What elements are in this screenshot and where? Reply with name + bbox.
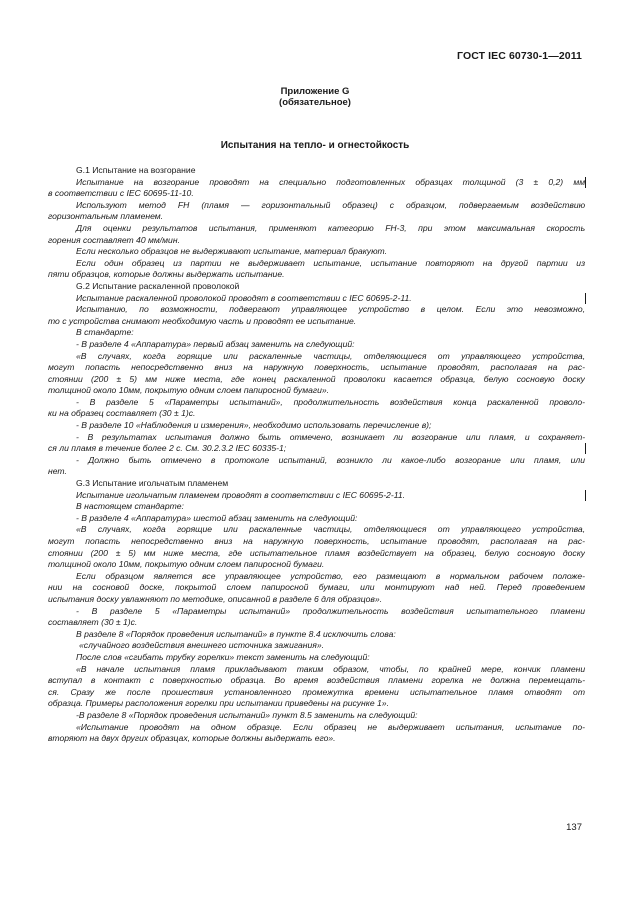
text-line: «В случаях, когда горящие или раскаленные частицы, отделяющиеся от управляющего устройства, [76,350,585,361]
text-line: в соответствии с IEC 60695-11-10. [48,188,194,199]
text-line: составляет (30 ± 1)с. [48,617,138,628]
text-line: нет. [48,466,67,477]
body-text [48,165,585,745]
revision-bar [585,490,586,501]
text-line: Если один образец из партии не выдерживает испытание, испытание повторяют на другой партии из [76,257,585,268]
text-line: Испытание игольчатым пламенем проводят в соответствии с IEC 60695-2-11. [76,489,406,500]
text-line: Испытанию, по возможности, подвергают управляющее устройство в целом. Если это невозможно, [76,304,585,315]
text-line: толщиной около 10мм, покрытую одним слоем папиросной бумаги». [48,385,330,396]
text-line: горизонтальным пламенем. [48,211,164,222]
text-line: - Должно быть отмечено в протоколе испытаний, возникло ли какое-либо возгорание или пламя, или [76,454,585,465]
annex-status: (обязательное) [279,97,351,108]
text-line: «В случаях, когда горящие или раскаленные частицы, отделяющиеся от управляющего устройства, [76,524,585,535]
text-line: - В разделе 4 «Аппаратура» первый абзац заменить на следующий: [76,338,355,349]
text-line: -В разделе 8 «Порядок проведения испытаний» пункт 8.5 заменить на следующий: [76,709,418,720]
text-line: - В результатах испытания должно быть отмечено, возникает ли возгорание или пламя, и сохраняет- [76,431,585,442]
text-line: - В разделе 4 «Аппаратура» шестой абзац заменить на следующий: [76,512,358,523]
text-line: стоянии (200 ± 5) мм ниже места, где конец раскаленной проволоки касается образца, белую сосновую доску [48,373,585,384]
text-line: - В разделе 5 «Параметры испытаний» продолжительность воздействия испытательного пламени [76,605,585,616]
text-line: вторяют на двух других образцах, которые должны выдержать его». [48,733,336,744]
text-line: Если несколько образцов не выдерживают испытание, материал бракуют. [76,246,388,257]
text-line: то с устройства снимают необходимую часть и проводят ее испытание. [48,315,357,326]
text-line: «случайного воздействия внешнего источника зажигания». [79,640,325,651]
text-line: вступал в контакт с поверхностью образца. Во время воздействия пламени горелка не должна перемещать- [48,675,585,686]
text-line: Если образцом является все управляющее устройство, его размещают в нормальном рабочем положе- [76,570,585,581]
text-line: образца. Примеры расположения горелки при испытании приведены на рисунке 1». [48,698,389,709]
standard-header: ГОСТ IEC 60730-1—2011 [457,50,582,62]
text-line: После слов «сгибать трубку горелки» текст заменить на следующий: [76,651,370,662]
text-line: G.2 Испытание раскаленной проволокой [76,280,240,291]
text-line: - В разделе 5 «Параметры испытаний», продолжительность воздействия конца раскаленной проволо- [76,396,585,407]
text-line: - В разделе 10 «Наблюдения и измерения», необходимо использовать перечисление в); [76,420,432,431]
revision-bar [585,293,586,304]
text-line: «Испытание проводят на одном образце. Если образец не выдерживает испытания, испытание по- [76,721,585,732]
page-number: 137 [566,822,582,833]
text-line: стоянии (200 ± 5) мм ниже места, где испытательное пламя воздействует на образец, белую сосновую доску [48,547,585,558]
revision-bar [585,177,586,188]
text-line: могут попасть непосредственно вниз на наружную поверхность, испытание проводят, располагая на рас- [48,536,585,546]
text-line: Для оценки результатов испытания, применяют категорию FH-3, при этом максимальная скорость [76,222,585,233]
text-line: Используют метод FH (пламя — горизонтальный образец) с образцом, подвергаемым воздействию [76,199,585,210]
text-line: нии на сосновой доске, покрытой слоем папиросной бумаги, или монтируют над ней. Перед проведением [48,582,585,593]
text-line: могут попасть непосредственно вниз на наружную поверхность, испытание проводят, располагая на рас- [48,362,585,373]
text-line: пяти образцов, которые должны выдержать испытание. [48,269,285,280]
text-line: толщиной около 10мм, покрытую одним слоем папиросной бумаги. [48,559,325,570]
text-line: В разделе 8 «Порядок проведения испытаний» в пункте 8.4 исключить слова: [76,628,396,639]
text-line: ки на образец составляет (30 ± 1)с. [48,408,196,419]
text-line: G.1 Испытание на возгорание [76,165,196,175]
text-line: ся ли пламя в течение более 2 с. См. 30.2.3.2 IEC 60335-1; [48,443,287,454]
text-line: испытания доску увлажняют по методике, описанной в разделе 6 для образцов». [48,593,383,604]
revision-bar [585,443,586,454]
text-line: G.3 Испытание игольчатым пламенем [76,478,229,489]
text-line: «В начале испытания пламя прикладывают таким образом, чтобы, по крайней мере, кончик пламени [76,663,585,674]
text-line: В стандарте: [76,327,134,338]
text-line: Испытание раскаленной проволокой проводят в соответствии с IEC 60695-2-11. [76,292,412,303]
text-line: Испытание на возгорание проводят на специально подготовленных образцах толщиной (3 ± 0,2) мм [76,176,585,187]
text-line: ся. Сразу же после прошествия установленного промежутка времени испытательное пламя отводят от [48,686,585,697]
annex-title: Приложение G [280,86,350,97]
text-line: В настоящем стандарте: [76,501,184,512]
section-title: Испытания на тепло- и огнестойкость [220,140,410,151]
text-line: горения составляет 40 мм/мин. [48,234,180,245]
